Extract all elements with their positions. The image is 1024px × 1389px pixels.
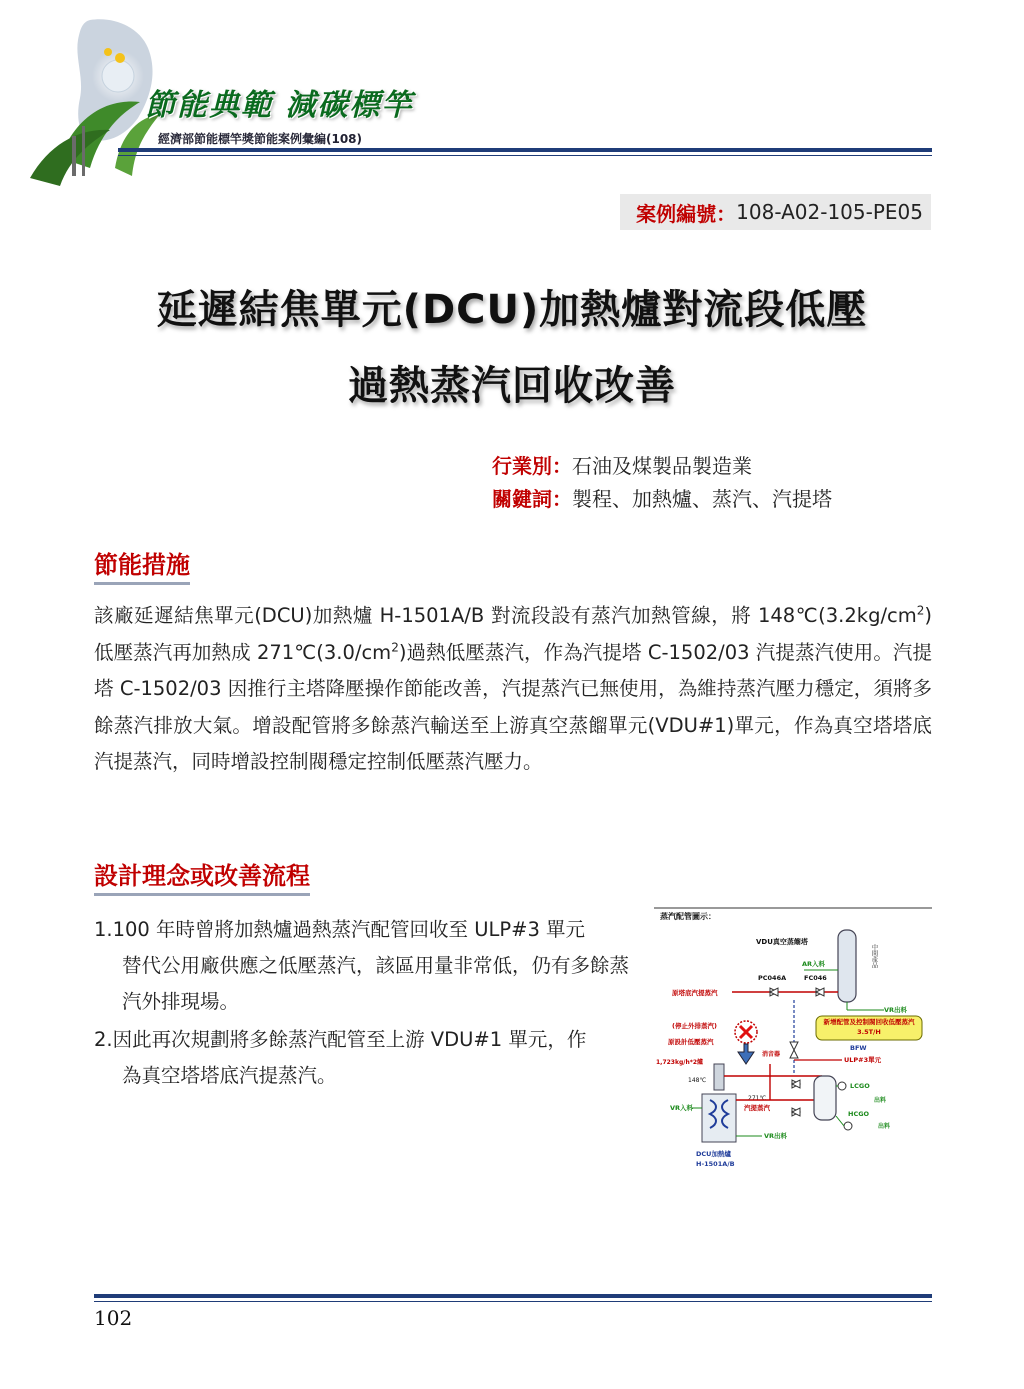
valve-icon — [790, 1042, 798, 1050]
strip-steam-label: 汽提蒸汽 — [744, 1104, 770, 1112]
footer-rule-thin — [94, 1301, 932, 1302]
lcgo-label: LCGO — [850, 1082, 870, 1090]
header-rule-thin — [118, 155, 932, 156]
list-item-2-rest: 為真空塔塔底汽提蒸汽。 — [122, 1064, 337, 1087]
measures-paragraph — [94, 598, 932, 781]
ulp3-label: ULP#3單元 — [844, 1056, 882, 1064]
heater-stack-icon — [714, 1064, 724, 1090]
section-heading-design: 設計理念或改善流程 — [94, 856, 310, 896]
hcgo-label: HCGO — [848, 1110, 870, 1118]
keywords-label: 關鍵詞： — [492, 487, 572, 511]
vr-out-top-label: VR出料 — [884, 1006, 908, 1014]
page-title-line-2: 過熱蒸汽回收改善 — [348, 363, 676, 409]
page-number: 102 — [94, 1306, 133, 1330]
case-number-box — [620, 194, 931, 230]
superscript-1: 2 — [916, 603, 925, 618]
mid-product-label: 中間產品 — [870, 944, 878, 968]
silencer-icon — [738, 1044, 754, 1064]
stripper-steam-label: 原塔底汽提蒸汽 — [672, 989, 718, 997]
list-item-1 — [94, 912, 642, 1020]
drum-label: 消音器 — [762, 1051, 781, 1058]
valve-pc046a-label: PC046A — [758, 974, 787, 982]
vdu-tower-label: VDU真空蒸餾塔 — [756, 938, 808, 946]
measures-text-part-1: 該廠延遲結焦單元(DCU)加熱爐 H-1501A/B 對流段設有蒸汽加熱管線，將 148℃(3.2kg/cm — [94, 604, 917, 627]
brand-subtitle: 經濟部節能標竿獎節能案例彙編(108) — [158, 132, 363, 146]
list-item-2-first: 2.因此再次規劃將多餘蒸汽配管至上游 VDU#1 單元，作 — [94, 1028, 587, 1051]
temp-out-label: 271℃ — [748, 1095, 767, 1102]
vdu-tower-icon — [838, 930, 856, 1002]
keywords-value: 製程、加熱爐、蒸汽、汽提塔 — [572, 487, 832, 511]
dandelion-icon — [102, 60, 134, 92]
heater-name: DCU加熱爐 — [696, 1150, 731, 1158]
keywords-row — [492, 483, 832, 512]
page-title-line-1: 延遲結焦單元(DCU)加熱爐對流段低壓 — [156, 287, 868, 333]
industry-row — [492, 450, 752, 479]
stripper-tower-icon — [814, 1076, 836, 1120]
vr-in-label: VR入料 — [670, 1104, 694, 1112]
heater-coil-icon — [702, 1094, 736, 1142]
measures-text-part-2: )低壓蒸汽再加熱成 271℃(3.0/cm — [94, 604, 932, 664]
bfw-label: BFW — [850, 1044, 867, 1052]
ar-feed-label: AR入料 — [802, 960, 826, 968]
list-item-1-first: 1.100 年時曾將加熱爐過熱蒸汽配管回收至 ULP#3 單元 — [94, 918, 586, 941]
industry-value: 石油及煤製品製造業 — [572, 454, 752, 478]
list-item-2 — [94, 1022, 642, 1094]
temp-in-label: 148℃ — [688, 1077, 707, 1084]
lp-steam-label: 原設計低壓蒸汽 — [668, 1038, 714, 1046]
pump-icon — [844, 1122, 852, 1130]
steam-piping-diagram — [652, 904, 934, 1186]
diagram-caption: 蒸汽配管圖示： — [660, 912, 716, 921]
valve-fc046-label: FC046 — [804, 974, 827, 982]
vent-note-label: (停止外排蒸汽) — [672, 1022, 717, 1030]
measures-text-part-3: )過熱低壓蒸汽，作為汽提塔 C-1502/03 汽提蒸汽使用。汽提塔 C-1502/03 因推行主塔降壓操作節能改善，汽提蒸汽已無使用，為維持蒸汽壓力穩定，須將多餘蒸汽排放大氣。增設配管將多餘蒸汽輸送至上游真空蒸餾單元(VDU#1)單元，作為真空塔塔底汽提蒸汽，同時增設控制閥穩定控制低壓蒸汽壓力。 — [94, 640, 932, 773]
case-number-value: 108-A02-105-PE05 — [736, 200, 923, 224]
footer-rule — [94, 1294, 932, 1298]
header-rule — [118, 148, 932, 152]
vr-out-bottom-label: VR出料 — [764, 1132, 788, 1140]
industry-label: 行業別： — [492, 454, 572, 478]
brand-title: 節能典範 減碳標竿 — [145, 88, 414, 123]
section-heading-measures: 節能措施 — [94, 545, 190, 585]
heater-tag: H-1501A/B — [696, 1160, 735, 1168]
pump-icon — [838, 1082, 846, 1090]
superscript-2: 2 — [391, 640, 399, 654]
out-2-label: 出料 — [878, 1123, 891, 1130]
out-1-label: 出料 — [874, 1097, 887, 1104]
new-pipe-note: 新增配管及控制閥回收低壓蒸汽3.5T/H — [823, 1018, 915, 1036]
lp-steam-rate: 1,723kg/h*2爐 — [656, 1059, 704, 1066]
list-item-1-rest: 替代公用廠供應之低壓蒸汽，該區用量非常低，仍有多餘蒸汽外排現場。 — [122, 954, 630, 1013]
case-number-label: 案例編號： — [636, 201, 737, 226]
